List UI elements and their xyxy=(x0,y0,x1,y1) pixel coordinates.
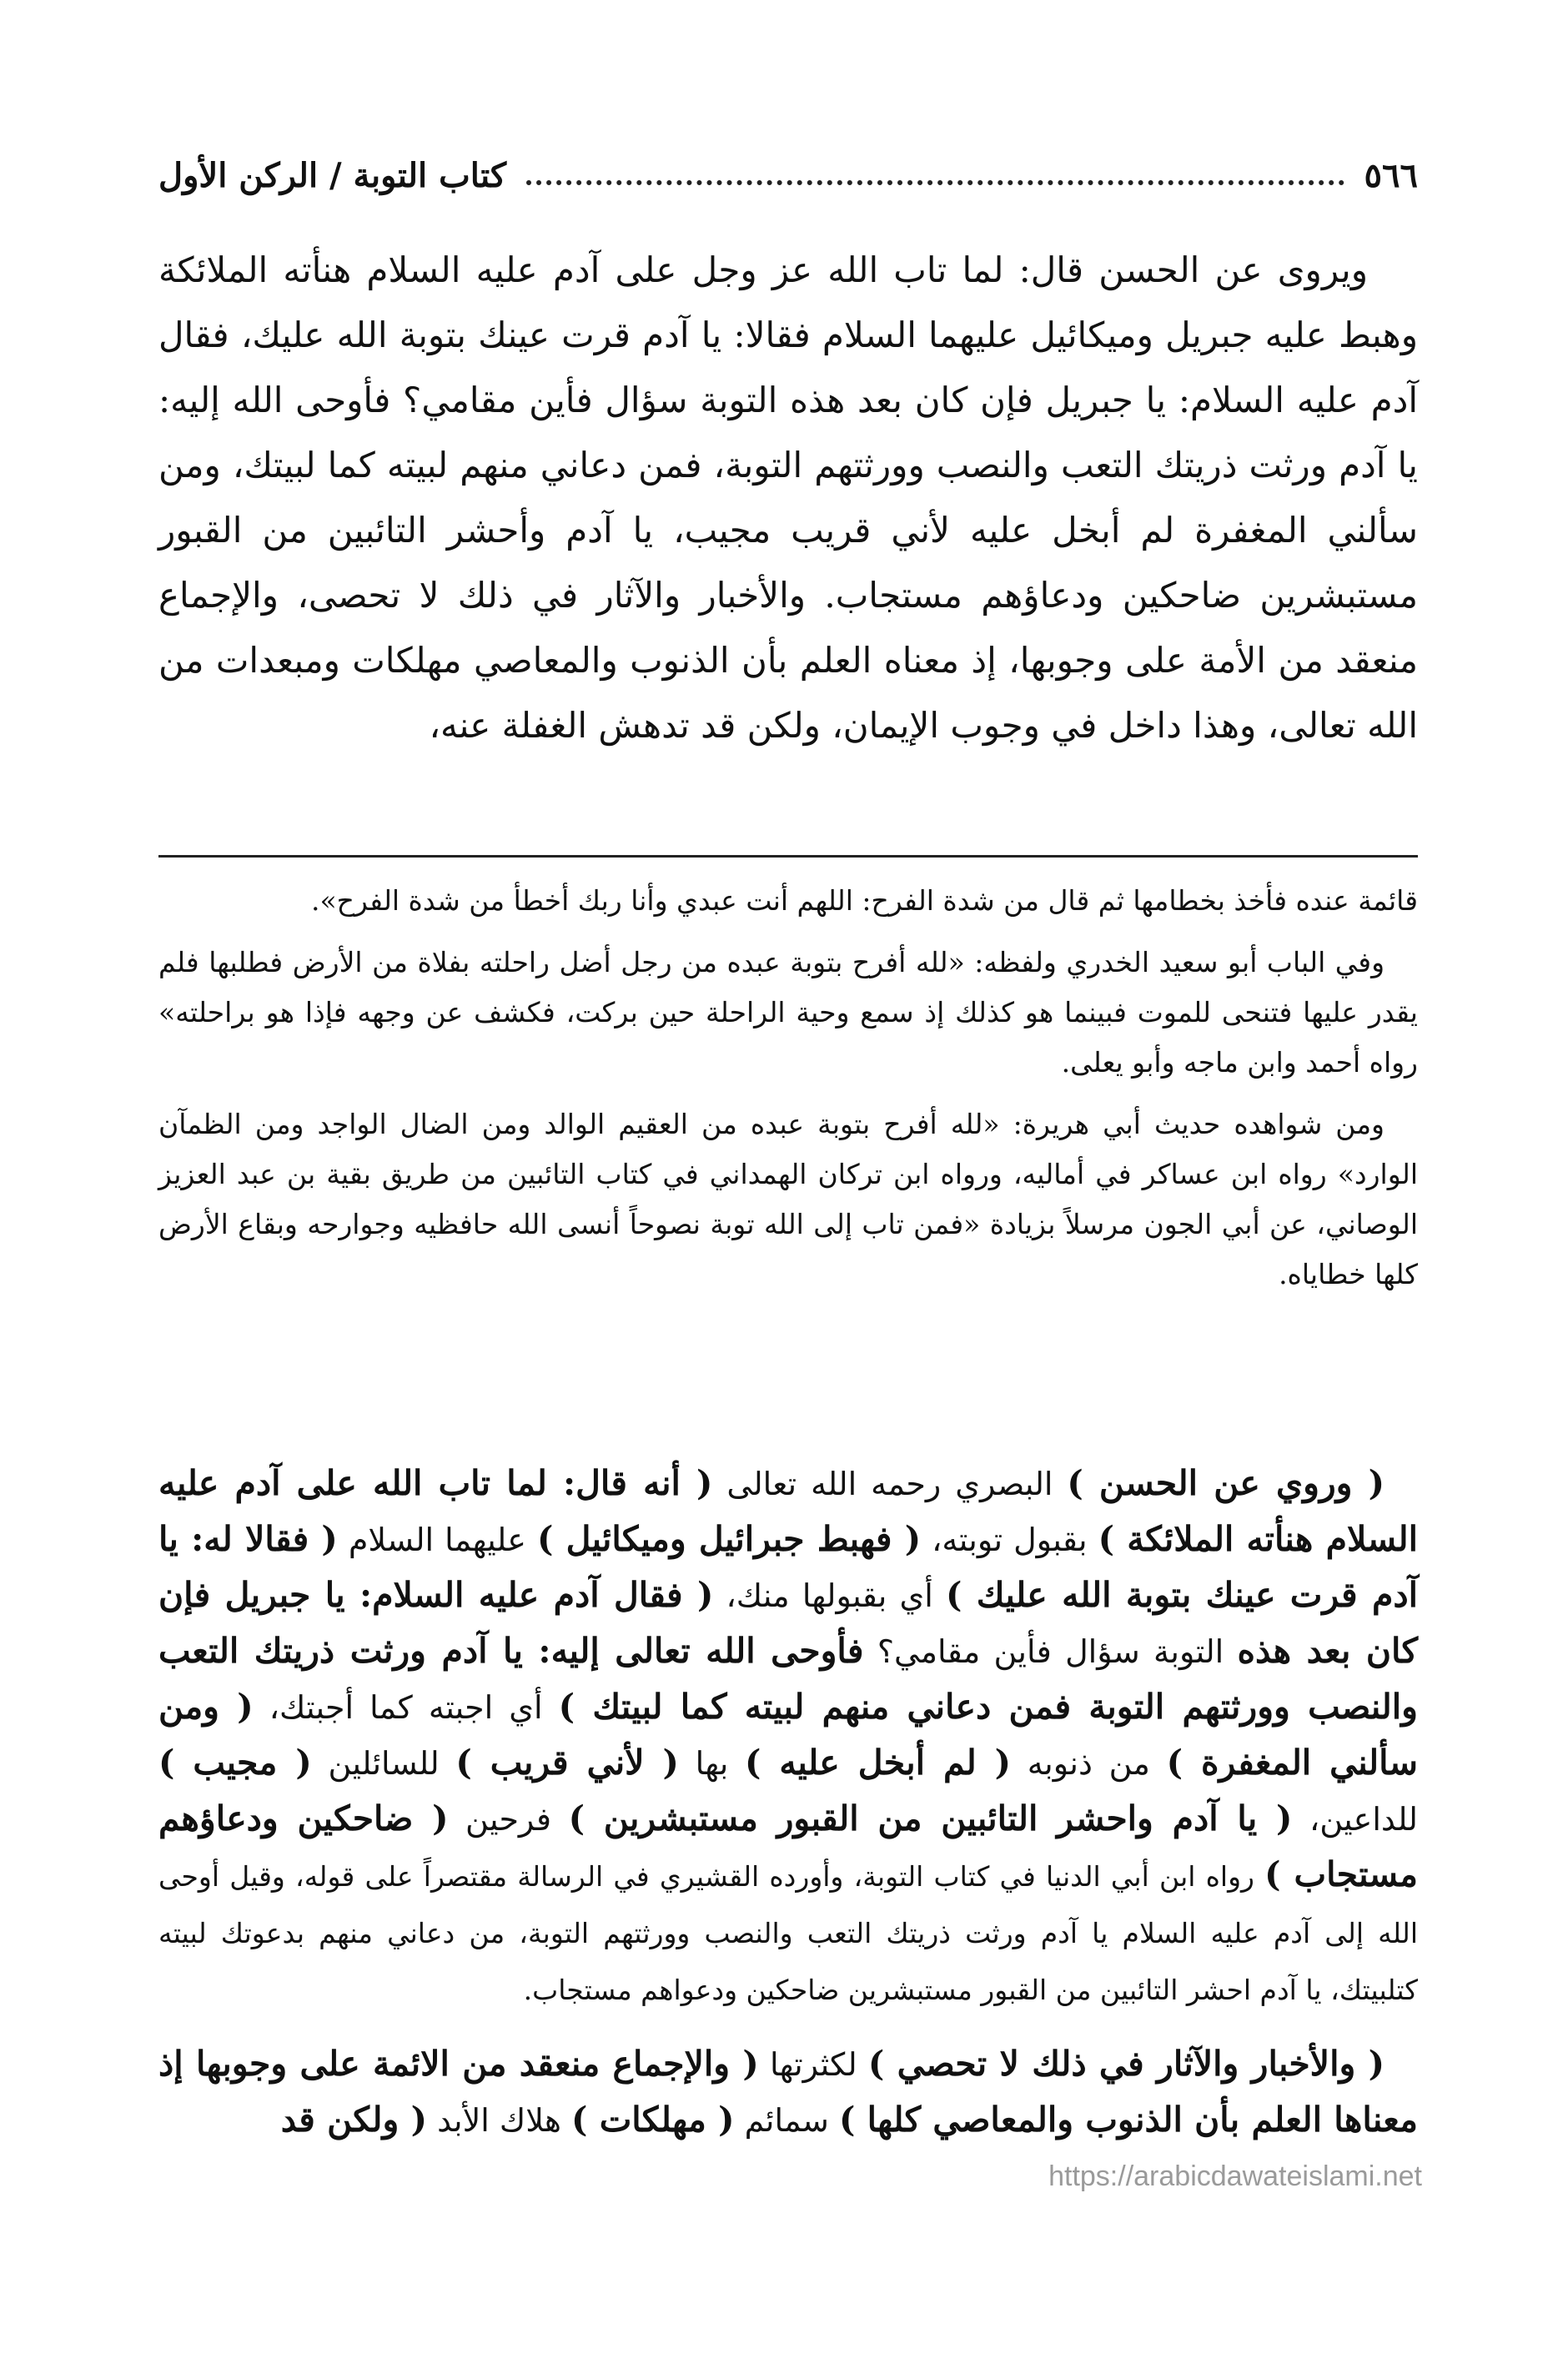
quoted-text-segment: ( فقال آدم عليه السلام: يا جبريل فإن كان بعد هذه xyxy=(158,1575,1418,1671)
quoted-text-segment: ( ومن سألني المغفرة ) xyxy=(158,1687,1419,1783)
quoted-text-segment: ( والأخبار والآثار في ذلك لا تحصي ) xyxy=(867,2044,1385,2084)
running-title: كتاب التوبة / الركن الأول xyxy=(158,155,507,195)
quoted-text-segment: ( فهبط جبرائيل وميكائيل ) xyxy=(536,1519,922,1559)
footnote-paragraph: ومن شواهده حديث أبي هريرة: «لله أفرح بتوبة عبده من العقيم الوالد ومن الضال الواجد ومن الظمآن الوارد» رواه ابن عساكر في أماليه، ورواه ابن تركان الهمداني في كتاب التائبين من طريق بقية بن عبد العزيز الوصاني، عن أبي الجون مرسلاً بزيادة «فمن تاب إلى الله توبة نصوحاً أنسى الله حافظيه وجوارحه وبقاع الأرض كلها خطاياه. xyxy=(158,1108,1418,1290)
leader-dots xyxy=(526,175,1344,185)
quoted-text-segment: ( لأني قريب ) xyxy=(455,1743,679,1783)
quoted-text-segment: ( مهلكات ) xyxy=(571,2100,735,2140)
quoted-text-segment: ( ولكن قد xyxy=(280,2100,427,2140)
commentary-text-segment: سمائم xyxy=(734,2102,839,2139)
footnote-separator xyxy=(158,855,1418,858)
main-text-block xyxy=(158,238,1418,758)
quoted-text-segment: ( أنه قال: لما تاب الله على آدم عليه السلام هنأته الملائكة ) xyxy=(158,1463,1418,1559)
commentary-text-segment: هلاك الأبد xyxy=(427,2102,572,2139)
commentary-text-segment: البصري رحمه الله تعالى xyxy=(712,1466,1068,1502)
commentary-text-segment: التوبة سؤال فأين مقامي؟ xyxy=(863,1633,1238,1670)
page-number: ٥٦٦ xyxy=(1364,155,1418,195)
watermark-url: https://arabicdawateislami.net xyxy=(1048,2160,1422,2192)
footnotes-block xyxy=(158,876,1418,1311)
footnote-paragraph: قائمة عنده فأخذ بخطامها ثم قال من شدة الفرح: اللهم أنت عبدي وأنا ربك أخطأ من شدة الفرح». xyxy=(310,884,1418,917)
commentary-text-segment: للسائلين xyxy=(311,1745,456,1782)
quoted-text-segment: ( فقالا له: يا آدم قرت عينك بتوبة الله عليك ) xyxy=(158,1519,1418,1615)
quoted-text-segment: ( والإجماع منعقد من الائمة على وجوبها إذ معناها العلم بأن الذنوب والمعاصي كلها ) xyxy=(158,2044,1418,2140)
quoted-text-segment: ( يا آدم واحشر التائبين من القبور مستبشرين ) xyxy=(568,1798,1293,1838)
quoted-text-segment: ( ضاحكين ودعاؤهم مستجاب ) xyxy=(158,1798,1418,1894)
quoted-text-segment: ( وروي عن الحسن ) xyxy=(1067,1463,1385,1503)
footnote-paragraph: وفي الباب أبو سعيد الخدري ولفظه: «لله أفرح بتوبة عبده من رجل أضل راحلته بفلاة من الأرض فطلبها فلم يقدر عليها فتنحى للموت فبينما هو كذلك إذ سمع وحية الراحلة حين بركت، فكشف عن وجهه فإذا هو براحلته» رواه أحمد وابن ماجه وأبو يعلى. xyxy=(158,946,1418,1079)
commentary-block xyxy=(158,1456,1418,2166)
commentary-paragraph xyxy=(158,1456,1418,2018)
commentary-text-segment: بها xyxy=(678,1745,746,1782)
commentary-text-segment: بقبول توبته، xyxy=(921,1522,1098,1558)
commentary-text-segment: أي اجبته كما أجبتك، xyxy=(253,1689,559,1726)
quoted-text-segment: ( مجيب ) xyxy=(158,1743,312,1783)
commentary-text-segment: من ذنوبه xyxy=(1011,1745,1167,1782)
commentary-text-segment: فرحين xyxy=(448,1801,569,1838)
commentary-text-segment: للداعين، xyxy=(1292,1801,1418,1838)
commentary-text-segment: رواه ابن أبي الدنيا في كتاب التوبة، وأورده القشيري في الرسالة مقتصراً على قوله، وقيل أوحى الله إلى آدم عليه السلام يا آدم ورثت ذريتك التعب والنصب وورثتهم التوبة، من دعاني منهم بدعوتك لبيته كتلبيتك، يا آدم احشر التائبين من القبور مستبشرين ضاحكين ودعواهم مستجاب. xyxy=(158,1860,1418,2006)
main-paragraph: ويروى عن الحسن قال: لما تاب الله عز وجل على آدم عليه السلام هنأته الملائكة وهبط عليه جبريل وميكائيل عليهما السلام فقالا: يا آدم قرت عينك بتوبة الله عليك، فقال آدم عليه السلام: يا جبريل فإن كان بعد هذه التوبة سؤال فأين مقامي؟ فأوحى الله إليه: يا آدم ورثت ذريتك التعب والنصب وورثتهم التوبة، فمن دعاني منهم لبيته كما لبيتك، ومن سألني المغفرة لم أبخل عليه لأني قريب مجيب، يا آدم وأحشر التائبين من القبور مستبشرين ضاحكين ودعاؤهم مستجاب. والأخبار والآثار في ذلك لا تحصى، والإجماع منعقد من الأمة على وجوبها، إذ معناه العلم بأن الذنوب والمعاصي مهلكات ومبعدات من الله تعالى، وهذا داخل في وجوب الإيمان، ولكن قد تدهش الغفلة عنه، xyxy=(158,249,1419,746)
commentary-text-segment: لكثرتها xyxy=(758,2046,868,2083)
commentary-paragraph xyxy=(158,2036,1418,2148)
commentary-text-segment: أي بقبولها منك، xyxy=(713,1577,947,1614)
quoted-text-segment: ( لم أبخل عليه ) xyxy=(745,1743,1012,1783)
running-header xyxy=(158,150,1418,200)
quoted-text-segment: فأوحى الله تعالى إليه: يا آدم ورثت ذريتك التعب والنصب وورثتهم التوبة فمن دعاني منهم لبيته كما لبيتك ) xyxy=(158,1631,1418,1727)
commentary-text-segment: عليهما السلام xyxy=(337,1522,537,1558)
